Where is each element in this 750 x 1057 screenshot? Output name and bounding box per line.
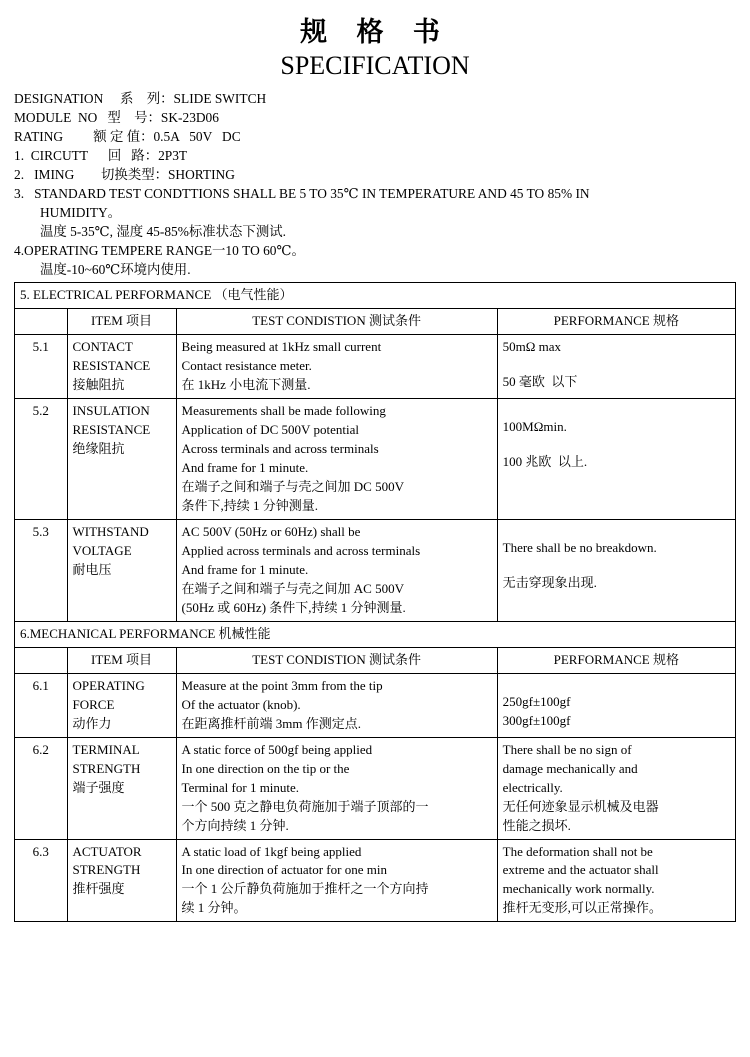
rating-line: RATING 额 定 值：0.5A 50V DC — [14, 129, 241, 145]
row-item — [67, 335, 176, 399]
row-item-line: VOLTAGE — [72, 542, 132, 558]
row-condition-line: Across terminals and across terminals — [181, 441, 379, 457]
row-item-line: STRENGTH — [72, 760, 141, 776]
operating-temp-line1: 4.OPERATING TEMPERE RANGE一10 TO 60℃。 — [14, 243, 305, 259]
row-performance-line: electrically. — [502, 779, 563, 795]
col-condition-header-6: TEST CONDISTION 测试条件 — [176, 647, 497, 673]
circuit-line: 1. CIRCUTT 回 路：2P3T — [14, 148, 188, 164]
row-condition-line: And frame for 1 minute. — [181, 561, 309, 577]
row-condition-line: 在 1kHz 小电流下测量. — [181, 377, 311, 393]
module-no-line: MODULE NO 型 号：SK-23D06 — [14, 110, 219, 126]
row-item-line: RESISTANCE — [72, 422, 151, 438]
row-item-line: 接触阻抗 — [72, 377, 125, 393]
row-condition-line: 一个 1 公斤静负荷施加于推杆之一个方向持 — [181, 881, 429, 897]
designation-line: DESIGNATION 系 列：SLIDE SWITCH — [14, 91, 267, 106]
specification-table — [14, 282, 736, 922]
row-performance-line: 性能之损坏. — [502, 817, 571, 833]
row-condition-line: 在端子之间和端子与壳之间加 DC 500V — [181, 479, 404, 495]
row-condition-line: AC 500V (50Hz or 60Hz) shall be — [181, 523, 361, 539]
spacer — [503, 357, 730, 373]
row-item-line: 动作力 — [72, 715, 112, 731]
section5-heading: 5. ELECTRICAL PERFORMANCE （电气性能） — [15, 283, 736, 309]
spacer — [503, 523, 730, 539]
row-performance-line: 250gf±100gf — [502, 693, 571, 709]
row-performance-line: 50mΩ max — [502, 339, 562, 355]
row-condition-line: A static load of 1kgf being applied — [181, 843, 362, 859]
section6-heading-row — [15, 621, 736, 647]
row-condition — [176, 399, 497, 520]
row-condition-line: In one direction of actuator for one min — [181, 862, 387, 878]
row-item-line: FORCE — [72, 696, 115, 712]
row-item-line: OPERATING — [72, 677, 145, 693]
row-item — [67, 673, 176, 737]
row-condition — [176, 519, 497, 621]
row-performance-line: 无任何迹象显示机械及电器 — [502, 798, 659, 814]
table-row — [15, 839, 736, 922]
row-no: 6.1 — [15, 673, 68, 737]
row-item-line: INSULATION — [72, 403, 150, 419]
row-no: 5.3 — [15, 519, 68, 621]
row-item-line: STRENGTH — [72, 862, 141, 878]
page-title-cn: 规 格 书 — [300, 17, 450, 48]
spacer — [503, 437, 730, 453]
row-no: 6.3 — [15, 839, 68, 922]
row-condition-line: 条件下,持续 1 分钟测量. — [181, 498, 319, 513]
row-condition-line: Measure at the point 3mm from the tip — [181, 677, 383, 693]
operating-temp-line2: 温度-10~60℃环境内使用. — [40, 262, 191, 278]
row-condition-line: Measurements shall be made following — [181, 403, 386, 419]
row-condition-line: Being measured at 1kHz small current — [181, 339, 382, 355]
spacer — [503, 558, 730, 574]
row-item-line: TERMINAL — [72, 741, 140, 757]
row-performance-line: mechanically work normally. — [502, 881, 655, 897]
row-condition-line: Terminal for 1 minute. — [181, 779, 300, 795]
section5-heading-row — [15, 283, 736, 309]
table-row — [15, 399, 736, 520]
row-performance-line: 无击穿现象出现. — [502, 574, 597, 590]
table-row — [15, 673, 736, 737]
section6-column-header-row — [15, 647, 736, 673]
row-performance — [497, 839, 735, 922]
row-condition-line: 续 1 分钟。 — [181, 900, 247, 916]
test-conditions-line1: 3. STANDARD TEST CONDTTIONS SHALL BE 5 TO 35℃ IN TEMPERATURE AND 45 TO 85% IN — [14, 186, 590, 202]
test-conditions-line3: 温度 5-35℃, 湿度 45-85%标准状态下测试. — [40, 224, 286, 240]
row-item-line: 耐电压 — [72, 561, 112, 577]
row-item — [67, 839, 176, 922]
row-performance — [497, 399, 735, 520]
row-condition-line: Application of DC 500V potential — [181, 422, 359, 438]
row-condition-line: In one direction on the tip or the — [181, 760, 350, 776]
col-condition-header-5: TEST CONDISTION 测试条件 — [176, 309, 497, 335]
row-performance-line: 100MΩmin. — [502, 419, 567, 435]
row-condition-line: And frame for 1 minute. — [181, 460, 309, 476]
row-condition — [176, 839, 497, 922]
row-condition-line: 个方向持续 1 分钟. — [181, 817, 289, 833]
row-performance-line: 推杆无变形,可以正常操作。 — [502, 900, 662, 916]
row-condition — [176, 335, 497, 399]
row-condition-line: Of the actuator (knob). — [181, 696, 301, 712]
row-item-line: 端子强度 — [72, 779, 125, 795]
row-performance-line: 50 毫欧 以下 — [502, 374, 578, 390]
row-performance — [497, 519, 735, 621]
row-condition-line: 在距离推杆前端 3mm 作测定点. — [181, 715, 362, 731]
row-item — [67, 399, 176, 520]
row-performance-line: damage mechanically and — [502, 760, 638, 776]
row-performance-line: 300gf±100gf — [502, 712, 571, 728]
row-item-line: 绝缘阻抗 — [72, 441, 125, 457]
row-performance-line: The deformation shall not be — [502, 843, 653, 859]
row-performance — [497, 335, 735, 399]
row-condition-line: Contact resistance meter. — [181, 358, 312, 374]
row-condition-line: 在端子之间和端子与壳之间加 AC 500V — [181, 580, 404, 596]
row-no: 5.1 — [15, 335, 68, 399]
row-condition-line: Applied across terminals and across terminals — [181, 542, 421, 558]
table-row — [15, 737, 736, 839]
row-item-line: ACTUATOR — [72, 843, 142, 859]
row-item-line: RESISTANCE — [72, 358, 151, 374]
spacer — [503, 677, 730, 693]
row-item-line: CONTACT — [72, 339, 133, 355]
section5-column-header-row — [15, 309, 736, 335]
row-no: 5.2 — [15, 399, 68, 520]
row-item-line: 推杆强度 — [72, 881, 125, 897]
section6-heading: 6.MECHANICAL PERFORMANCE 机械性能 — [15, 621, 736, 647]
col-no-header-5 — [15, 309, 68, 335]
row-condition — [176, 737, 497, 839]
row-performance — [497, 737, 735, 839]
row-condition-line: A static force of 500gf being applied — [181, 741, 373, 757]
col-no-header-6 — [15, 647, 68, 673]
spacer — [503, 402, 730, 418]
row-performance-line: 100 兆欧 以上. — [502, 454, 588, 470]
row-condition-line: 一个 500 克之静电负荷施加于端子顶部的一 — [181, 798, 429, 814]
row-condition — [176, 673, 497, 737]
test-conditions-line2: HUMIDITY。 — [40, 205, 122, 221]
col-performance-header-5: PERFORMANCE 规格 — [497, 309, 735, 335]
row-performance — [497, 673, 735, 737]
row-performance-line: There shall be no sign of — [502, 741, 632, 757]
table-row — [15, 519, 736, 621]
table-row — [15, 335, 736, 399]
col-item-header-5: ITEM 项目 — [67, 309, 176, 335]
row-no: 6.2 — [15, 737, 68, 839]
row-item — [67, 519, 176, 621]
row-performance-line: extreme and the actuator shall — [502, 862, 659, 878]
page-title-en: SPECIFICATION — [280, 51, 470, 80]
col-performance-header-6: PERFORMANCE 规格 — [497, 647, 735, 673]
timing-line: 2. IMING 切换类型：SHORTING — [14, 167, 235, 183]
row-item-line: WITHSTAND — [72, 523, 149, 539]
row-condition-line: (50Hz 或 60Hz) 条件下,持续 1 分钟测量. — [181, 599, 406, 615]
row-performance-line: There shall be no breakdown. — [502, 539, 657, 555]
row-item — [67, 737, 176, 839]
header-block — [14, 89, 736, 279]
col-item-header-6: ITEM 项目 — [67, 647, 176, 673]
